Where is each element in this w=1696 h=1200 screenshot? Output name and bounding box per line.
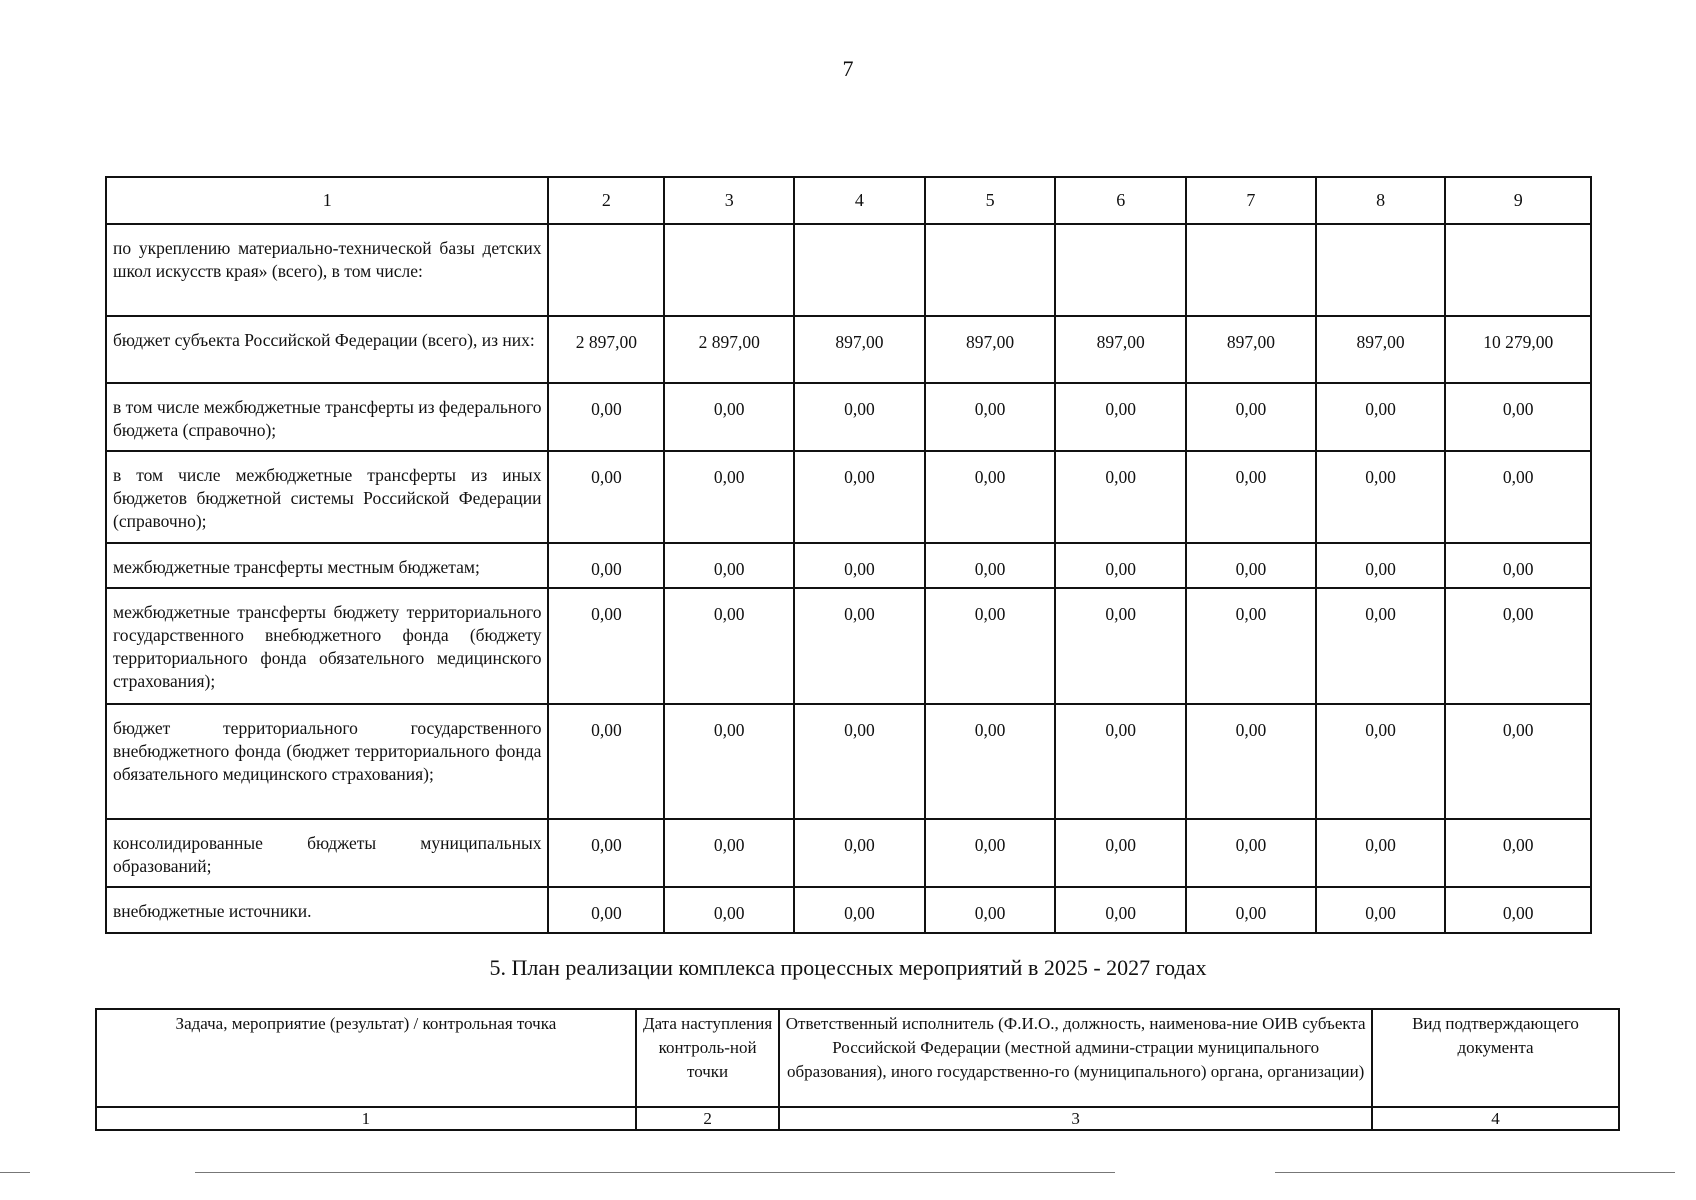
plan-header-task: Задача, мероприятие (результат) / контрольная точка: [96, 1009, 636, 1107]
budget-value-cell: 0,00: [1445, 887, 1591, 933]
budget-row-label: консолидированные бюджеты муниципальных образований;: [106, 819, 548, 887]
plan-column-number: 2: [636, 1107, 780, 1130]
column-number: 3: [664, 177, 794, 224]
budget-value-cell: 0,00: [1316, 819, 1446, 887]
budget-value-cell: 0,00: [794, 704, 925, 819]
budget-value-cell: [548, 224, 664, 316]
budget-value-cell: 0,00: [1055, 819, 1186, 887]
budget-value-cell: 0,00: [548, 543, 664, 588]
budget-value-cell: 0,00: [925, 887, 1056, 933]
budget-value-cell: 0,00: [1055, 588, 1186, 704]
budget-value-cell: 897,00: [1055, 316, 1186, 383]
budget-value-cell: 0,00: [1186, 588, 1316, 704]
budget-value-cell: 0,00: [1186, 383, 1316, 451]
budget-row-label: по укреплению материально-технической базы детских школ искусств края» (всего), в том числе:: [106, 224, 548, 316]
budget-value-cell: 0,00: [794, 383, 925, 451]
column-number: 2: [548, 177, 664, 224]
budget-value-cell: 0,00: [1316, 451, 1446, 543]
budget-value-cell: [1055, 224, 1186, 316]
budget-value-cell: 0,00: [548, 451, 664, 543]
footer-rule: [0, 1172, 30, 1173]
budget-value-cell: 0,00: [1186, 887, 1316, 933]
budget-value-cell: 0,00: [1055, 543, 1186, 588]
budget-row: [106, 819, 1591, 887]
budget-value-cell: 0,00: [664, 588, 794, 704]
budget-value-cell: 0,00: [548, 588, 664, 704]
budget-value-cell: 897,00: [794, 316, 925, 383]
budget-value-cell: 0,00: [1316, 887, 1446, 933]
budget-value-cell: 0,00: [1316, 543, 1446, 588]
plan-table-number-row: [96, 1107, 1619, 1130]
budget-row: [106, 224, 1591, 316]
budget-value-cell: 0,00: [664, 704, 794, 819]
budget-value-cell: 0,00: [1186, 543, 1316, 588]
budget-row-label: межбюджетные трансферты местным бюджетам;: [106, 543, 548, 588]
budget-value-cell: 0,00: [1186, 704, 1316, 819]
budget-value-cell: 0,00: [794, 588, 925, 704]
budget-row-label: межбюджетные трансферты бюджету территориального государственного внебюджетного фонда (бюджету территориального фонда обязательного медицинского страхования);: [106, 588, 548, 704]
budget-value-cell: 0,00: [925, 819, 1056, 887]
budget-value-cell: 0,00: [1055, 887, 1186, 933]
budget-value-cell: 0,00: [1445, 543, 1591, 588]
budget-row-label: в том числе межбюджетные трансферты из иных бюджетов бюджетной системы Российской Федерации (справочно);: [106, 451, 548, 543]
budget-row-label: бюджет субъекта Российской Федерации (всего), из них:: [106, 316, 548, 383]
budget-row: [106, 316, 1591, 383]
plan-column-number: 1: [96, 1107, 636, 1130]
column-number: 8: [1316, 177, 1446, 224]
budget-value-cell: 0,00: [1316, 383, 1446, 451]
budget-value-cell: 0,00: [925, 383, 1056, 451]
budget-value-cell: [664, 224, 794, 316]
budget-value-cell: 897,00: [1186, 316, 1316, 383]
budget-value-cell: 0,00: [1316, 588, 1446, 704]
budget-table-header-row: [106, 177, 1591, 224]
budget-row: [106, 543, 1591, 588]
budget-value-cell: 0,00: [1445, 383, 1591, 451]
budget-value-cell: 0,00: [548, 704, 664, 819]
budget-value-cell: 0,00: [548, 819, 664, 887]
budget-value-cell: [925, 224, 1056, 316]
plan-header-date: Дата наступления контроль-ной точки: [636, 1009, 780, 1107]
budget-row: [106, 588, 1591, 704]
section-title: 5. План реализации комплекса процессных мероприятий в 2025 - 2027 годах: [489, 955, 1207, 980]
budget-value-cell: 0,00: [794, 819, 925, 887]
column-number: 5: [925, 177, 1056, 224]
budget-row: [106, 451, 1591, 543]
column-number: 9: [1445, 177, 1591, 224]
budget-value-cell: 0,00: [664, 819, 794, 887]
budget-value-cell: 0,00: [1445, 704, 1591, 819]
budget-row-label: в том числе межбюджетные трансферты из федерального бюджета (справочно);: [106, 383, 548, 451]
budget-row-label: внебюджетные источники.: [106, 887, 548, 933]
page-number: 7: [842, 56, 854, 81]
budget-value-cell: 0,00: [664, 383, 794, 451]
budget-value-cell: 0,00: [664, 887, 794, 933]
plan-column-number: 3: [779, 1107, 1372, 1130]
budget-row: [106, 887, 1591, 933]
budget-value-cell: [1186, 224, 1316, 316]
plan-table: [95, 1008, 1620, 1131]
budget-value-cell: 10 279,00: [1445, 316, 1591, 383]
column-number: 6: [1055, 177, 1186, 224]
budget-value-cell: 0,00: [794, 543, 925, 588]
budget-table-body: [106, 224, 1591, 933]
budget-row-label: бюджет территориального государственного внебюджетного фонда (бюджет территориального фонда обязательного медицинского страхования);: [106, 704, 548, 819]
budget-value-cell: 0,00: [925, 451, 1056, 543]
column-number: 1: [106, 177, 548, 224]
budget-value-cell: 0,00: [925, 543, 1056, 588]
budget-value-cell: 0,00: [1445, 588, 1591, 704]
budget-value-cell: 0,00: [1316, 704, 1446, 819]
budget-row: [106, 704, 1591, 819]
budget-value-cell: 0,00: [1055, 451, 1186, 543]
budget-row: [106, 383, 1591, 451]
plan-header-document: Вид подтверждающего документа: [1372, 1009, 1619, 1107]
budget-value-cell: 0,00: [548, 383, 664, 451]
budget-value-cell: 2 897,00: [548, 316, 664, 383]
budget-value-cell: 0,00: [1055, 383, 1186, 451]
budget-value-cell: 0,00: [1445, 819, 1591, 887]
budget-value-cell: 0,00: [794, 451, 925, 543]
budget-value-cell: 0,00: [1186, 819, 1316, 887]
plan-column-number: 4: [1372, 1107, 1619, 1130]
budget-value-cell: 0,00: [794, 887, 925, 933]
footer-rule: [195, 1172, 1115, 1173]
plan-header-responsible: Ответственный исполнитель (Ф.И.О., должность, наименова-ние ОИВ субъекта Российской Федерации (местной админи-страции муниципального образования), иного государственно-го (муниципального) органа, организации): [779, 1009, 1372, 1107]
budget-value-cell: 0,00: [1445, 451, 1591, 543]
budget-table: [105, 176, 1592, 934]
budget-value-cell: 2 897,00: [664, 316, 794, 383]
budget-value-cell: 897,00: [1316, 316, 1446, 383]
budget-value-cell: 0,00: [925, 588, 1056, 704]
budget-value-cell: 0,00: [664, 543, 794, 588]
column-number: 4: [794, 177, 925, 224]
column-number: 7: [1186, 177, 1316, 224]
budget-value-cell: 0,00: [1055, 704, 1186, 819]
budget-value-cell: 897,00: [925, 316, 1056, 383]
budget-value-cell: 0,00: [925, 704, 1056, 819]
budget-value-cell: [1316, 224, 1446, 316]
budget-value-cell: [1445, 224, 1591, 316]
budget-value-cell: [794, 224, 925, 316]
budget-value-cell: 0,00: [664, 451, 794, 543]
budget-value-cell: 0,00: [1186, 451, 1316, 543]
plan-table-header-row: [96, 1009, 1619, 1107]
budget-value-cell: 0,00: [548, 887, 664, 933]
footer-rule: [1275, 1172, 1675, 1173]
